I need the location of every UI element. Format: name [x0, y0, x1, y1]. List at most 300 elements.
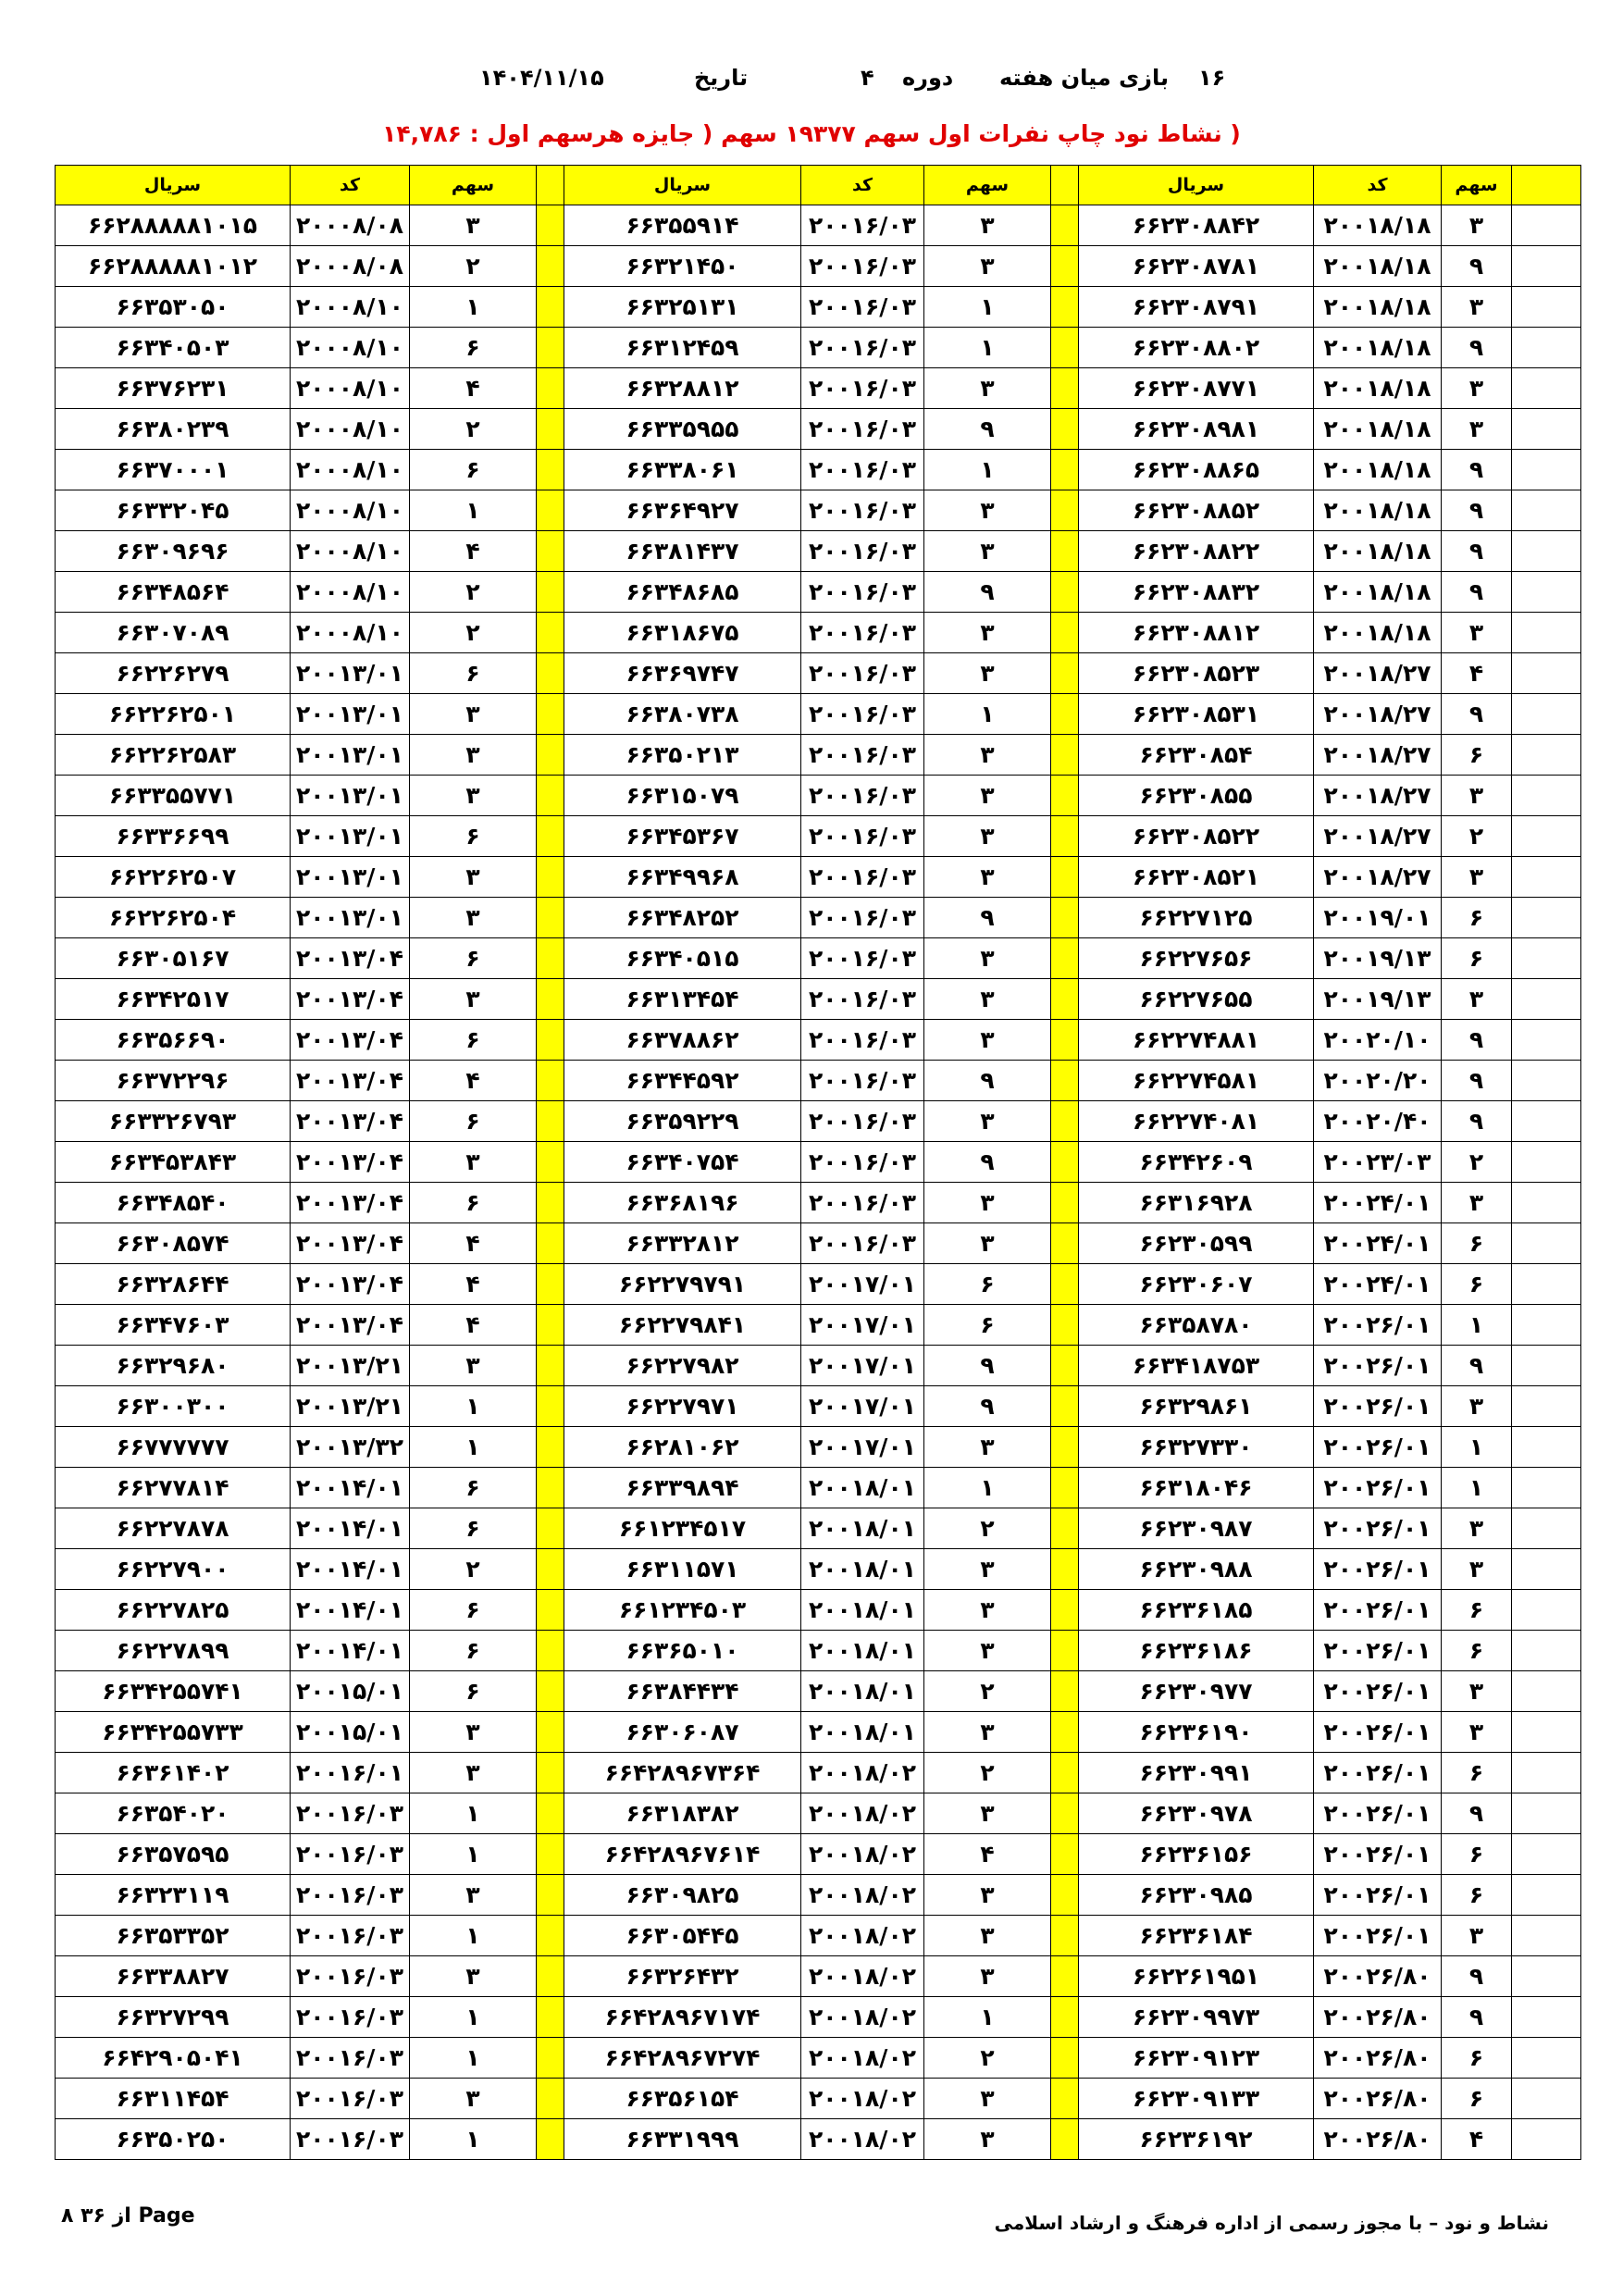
serial-cell: ۶۶۲۲۷۹۸۴۱ — [564, 1305, 801, 1346]
share-cell: ۳ — [924, 2119, 1051, 2160]
col-separator — [1051, 531, 1079, 572]
serial-cell: ۶۶۳۳۲۰۴۵ — [56, 490, 291, 531]
share-cell: ۳ — [924, 816, 1051, 857]
code-cell: ۲۰۰۱۳/۲۱ — [291, 1346, 410, 1386]
col-separator — [1051, 2038, 1079, 2079]
blank-cell — [1512, 735, 1581, 776]
code-cell: ۲۰۰۱۸/۰۲ — [801, 1793, 924, 1834]
table-row — [56, 1305, 1581, 1346]
serial-cell: ۶۶۲۸۸۸۸۸۱۰۱۲ — [56, 246, 291, 287]
share-cell: ۶ — [410, 1631, 537, 1671]
code-cell: ۲۰۰۱۶/۰۳ — [801, 246, 924, 287]
col-separator — [1051, 857, 1079, 898]
code-cell: ۲۰۰۲۶/۸۰ — [1314, 1997, 1442, 2038]
share-cell: ۳ — [1442, 1508, 1512, 1549]
table-row — [56, 246, 1581, 287]
blank-cell — [1512, 979, 1581, 1020]
col-separator — [537, 979, 564, 1020]
col-separator — [537, 1997, 564, 2038]
serial-cell: ۶۶۳۰۹۸۲۵ — [564, 1875, 801, 1916]
serial-cell: ۶۶۲۳۰۹۱۲۳ — [1079, 2038, 1314, 2079]
code-cell: ۲۰۰۱۶/۰۳ — [801, 531, 924, 572]
share-cell: ۳ — [410, 898, 537, 938]
share-cell: ۹ — [924, 1142, 1051, 1183]
code-cell: ۲۰۰۱۳/۰۱ — [291, 816, 410, 857]
serial-cell: ۶۶۳۴۰۷۵۴ — [564, 1142, 801, 1183]
code-cell: ۲۰۰۱۸/۰۱ — [801, 1549, 924, 1590]
col-separator — [1051, 776, 1079, 816]
col-separator — [1051, 1834, 1079, 1875]
serial-cell: ۶۶۲۷۷۸۱۴ — [56, 1468, 291, 1508]
blank-cell — [1512, 1020, 1581, 1061]
share-cell: ۲ — [410, 613, 537, 653]
col-separator — [1051, 2079, 1079, 2119]
col-separator — [1051, 1916, 1079, 1956]
code-cell: ۲۰۰۲۶/۸۰ — [1314, 2119, 1442, 2160]
share-cell: ۲ — [924, 1671, 1051, 1712]
share-cell: ۹ — [1442, 1020, 1512, 1061]
table-row — [56, 1346, 1581, 1386]
col-separator — [1051, 1956, 1079, 1997]
code-cell: ۲۰۰۱۶/۰۳ — [291, 2038, 410, 2079]
code-cell: ۲۰۰۲۶/۰۱ — [1314, 1712, 1442, 1753]
serial-cell: ۶۶۲۲۷۸۷۸ — [56, 1508, 291, 1549]
blank-cell — [1512, 613, 1581, 653]
serial-cell: ۶۶۳۷۶۲۳۱ — [56, 368, 291, 409]
code-cell: ۲۰۰۱۸/۲۷ — [1314, 735, 1442, 776]
code-cell: ۲۰۰۲۶/۰۱ — [1314, 1875, 1442, 1916]
code-cell: ۲۰۰۲۶/۰۱ — [1314, 1386, 1442, 1427]
share-cell: ۳ — [924, 1183, 1051, 1223]
table-row — [56, 979, 1581, 1020]
share-cell: ۹ — [924, 1346, 1051, 1386]
serial-cell: ۶۶۴۲۸۹۶۷۶۱۴ — [564, 1834, 801, 1875]
share-cell: ۱ — [410, 1916, 537, 1956]
serial-cell: ۶۶۳۲۸۶۴۴ — [56, 1264, 291, 1305]
col-separator — [537, 1590, 564, 1631]
col-separator — [1051, 328, 1079, 368]
col-separator — [537, 1834, 564, 1875]
col-separator — [1051, 1346, 1079, 1386]
code-cell: ۲۰۰۰۸/۱۰ — [291, 531, 410, 572]
code-cell: ۲۰۰۱۳/۰۴ — [291, 1142, 410, 1183]
serial-cell: ۶۶۳۲۶۴۳۲ — [564, 1956, 801, 1997]
share-cell: ۱ — [924, 1997, 1051, 2038]
code-cell: ۲۰۰۱۶/۰۳ — [291, 1956, 410, 1997]
serial-cell: ۶۶۲۳۰۸۸۴۲ — [1079, 205, 1314, 246]
serial-cell: ۶۶۳۱۲۴۵۹ — [564, 328, 801, 368]
col-separator — [537, 2038, 564, 2079]
share-cell: ۳ — [410, 979, 537, 1020]
col-separator — [537, 857, 564, 898]
serial-cell: ۶۶۳۶۱۴۰۲ — [56, 1753, 291, 1793]
code-cell: ۲۰۰۱۴/۰۱ — [291, 1508, 410, 1549]
table-row — [56, 2038, 1581, 2079]
share-cell: ۳ — [924, 1101, 1051, 1142]
table-row — [56, 1549, 1581, 1590]
code-cell: ۲۰۰۱۵/۰۱ — [291, 1712, 410, 1753]
code-cell: ۲۰۰۰۸/۱۰ — [291, 328, 410, 368]
col-separator — [1051, 1793, 1079, 1834]
share-cell: ۴ — [410, 1264, 537, 1305]
code-cell: ۲۰۰۱۷/۰۱ — [801, 1386, 924, 1427]
sheet-number: ۱۶ — [1198, 65, 1226, 91]
serial-cell: ۶۶۳۴۴۵۹۲ — [564, 1061, 801, 1101]
serial-cell: ۶۶۳۲۷۳۳۰ — [1079, 1427, 1314, 1468]
col-separator — [1051, 1590, 1079, 1631]
share-cell: ۶ — [924, 1264, 1051, 1305]
share-cell: ۴ — [1442, 653, 1512, 694]
blank-cell — [1512, 1834, 1581, 1875]
table-row — [56, 1956, 1581, 1997]
serial-cell: ۶۶۷۷۷۷۷۷ — [56, 1427, 291, 1468]
share-cell: ۲ — [410, 246, 537, 287]
code-cell: ۲۰۰۲۶/۰۱ — [1314, 1793, 1442, 1834]
serial-cell: ۶۶۳۸۰۷۳۸ — [564, 694, 801, 735]
blank-cell — [1512, 1956, 1581, 1997]
code-cell: ۲۰۰۱۶/۰۳ — [801, 938, 924, 979]
serial-cell: ۶۶۲۲۶۲۵۰۷ — [56, 857, 291, 898]
code-cell: ۲۰۰۰۸/۱۰ — [291, 450, 410, 490]
share-cell: ۳ — [410, 1142, 537, 1183]
col-separator — [537, 1346, 564, 1386]
col-separator — [1051, 898, 1079, 938]
col-header-share: سهم — [924, 166, 1051, 205]
col-separator — [537, 1468, 564, 1508]
serial-cell: ۶۶۲۳۰۸۵۵ — [1079, 776, 1314, 816]
share-cell: ۳ — [1442, 368, 1512, 409]
share-cell: ۹ — [1442, 1061, 1512, 1101]
col-header-code: کد — [291, 166, 410, 205]
code-cell: ۲۰۰۱۳/۰۱ — [291, 776, 410, 816]
code-cell: ۲۰۰۱۳/۰۴ — [291, 1223, 410, 1264]
serial-cell: ۶۶۳۵۴۰۲۰ — [56, 1793, 291, 1834]
share-cell: ۴ — [1442, 2119, 1512, 2160]
share-cell: ۶ — [410, 938, 537, 979]
serial-cell: ۶۶۳۴۷۶۰۳ — [56, 1305, 291, 1346]
prize-subtitle: ( نشاط نود چاپ نفرات اول سهم ۱۹۳۷۷ سهم ( جایزه هرسهم اول : ۱۴,۷۸۶ — [382, 120, 1241, 147]
serial-cell: ۶۶۳۴۱۸۷۵۳ — [1079, 1346, 1314, 1386]
code-cell: ۲۰۰۲۶/۰۱ — [1314, 1346, 1442, 1386]
serial-cell: ۶۶۳۵۸۷۸۰ — [1079, 1305, 1314, 1346]
code-cell: ۲۰۰۱۶/۰۳ — [801, 1142, 924, 1183]
share-cell: ۳ — [924, 1793, 1051, 1834]
share-cell: ۱ — [410, 2119, 537, 2160]
col-separator — [537, 694, 564, 735]
share-cell: ۳ — [1442, 205, 1512, 246]
share-cell: ۹ — [1442, 1997, 1512, 2038]
code-cell: ۲۰۰۱۸/۱۸ — [1314, 287, 1442, 328]
col-separator — [1051, 409, 1079, 450]
col-separator — [1051, 287, 1079, 328]
table-row — [56, 287, 1581, 328]
share-cell: ۶ — [1442, 1264, 1512, 1305]
share-cell: ۹ — [1442, 450, 1512, 490]
table-row — [56, 1631, 1581, 1671]
table-header-row — [56, 166, 1581, 205]
code-cell: ۲۰۰۰۸/۱۰ — [291, 613, 410, 653]
code-cell: ۲۰۰۱۸/۱۸ — [1314, 368, 1442, 409]
code-cell: ۲۰۰۱۴/۰۱ — [291, 1549, 410, 1590]
share-cell: ۴ — [410, 1223, 537, 1264]
col-header-serial: سریال — [564, 166, 801, 205]
share-cell: ۳ — [410, 1956, 537, 1997]
serial-cell: ۶۶۳۴۲۵۵۷۳۳ — [56, 1712, 291, 1753]
col-separator — [537, 368, 564, 409]
share-cell: ۶ — [410, 328, 537, 368]
share-cell: ۳ — [1442, 1712, 1512, 1753]
serial-cell: ۶۶۳۴۲۵۱۷ — [56, 979, 291, 1020]
code-cell: ۲۰۰۱۶/۰۳ — [801, 368, 924, 409]
col-separator — [537, 898, 564, 938]
share-cell: ۳ — [924, 1223, 1051, 1264]
code-cell: ۲۰۰۱۶/۰۳ — [801, 450, 924, 490]
col-separator — [1051, 1875, 1079, 1916]
table-body — [56, 205, 1581, 2160]
blank-cell — [1512, 1101, 1581, 1142]
serial-cell: ۶۶۲۲۶۲۵۰۱ — [56, 694, 291, 735]
share-cell: ۳ — [410, 735, 537, 776]
serial-cell: ۶۶۳۰۰۳۰۰ — [56, 1386, 291, 1427]
code-cell: ۲۰۰۱۸/۰۲ — [801, 2038, 924, 2079]
share-cell: ۳ — [924, 531, 1051, 572]
code-cell: ۲۰۰۱۶/۰۳ — [801, 1223, 924, 1264]
col-separator — [537, 816, 564, 857]
code-cell: ۲۰۰۱۶/۰۱ — [291, 1753, 410, 1793]
col-separator — [1051, 368, 1079, 409]
serial-cell: ۶۶۳۴۰۵۱۵ — [564, 938, 801, 979]
page-header — [0, 65, 1623, 102]
col-separator — [1051, 653, 1079, 694]
share-cell: ۳ — [924, 1549, 1051, 1590]
code-cell: ۲۰۰۱۶/۰۳ — [801, 816, 924, 857]
serial-cell: ۶۶۲۳۰۸۸۵۲ — [1079, 490, 1314, 531]
serial-cell: ۶۶۳۱۸۳۸۲ — [564, 1793, 801, 1834]
serial-cell: ۶۶۲۸۸۸۸۸۱۰۱۵ — [56, 205, 291, 246]
col-separator — [1051, 735, 1079, 776]
share-cell: ۳ — [924, 1916, 1051, 1956]
col-separator — [537, 2119, 564, 2160]
code-cell: ۲۰۰۱۸/۰۲ — [801, 2079, 924, 2119]
share-cell: ۹ — [924, 572, 1051, 613]
share-cell: ۳ — [1442, 776, 1512, 816]
share-cell: ۶ — [410, 816, 537, 857]
share-cell: ۲ — [410, 1549, 537, 1590]
period-value: ۴ — [861, 65, 874, 91]
blank-cell — [1512, 938, 1581, 979]
table-row — [56, 1101, 1581, 1142]
table-row — [56, 409, 1581, 450]
blank-cell — [1512, 531, 1581, 572]
share-cell: ۶ — [410, 450, 537, 490]
table-row — [56, 898, 1581, 938]
blank-cell — [1512, 1875, 1581, 1916]
period-label: دوره — [902, 65, 954, 91]
table-row — [56, 1264, 1581, 1305]
serial-cell: ۶۶۲۳۰۸۵۴ — [1079, 735, 1314, 776]
share-cell: ۳ — [1442, 857, 1512, 898]
share-cell: ۳ — [924, 653, 1051, 694]
code-cell: ۲۰۰۲۶/۰۱ — [1314, 1916, 1442, 1956]
serial-cell: ۶۶۲۳۰۸۹۸۱ — [1079, 409, 1314, 450]
code-cell: ۲۰۰۱۶/۰۳ — [291, 1834, 410, 1875]
table-row — [56, 1427, 1581, 1468]
col-separator — [537, 653, 564, 694]
code-cell: ۲۰۰۱۶/۰۳ — [801, 205, 924, 246]
code-cell: ۲۰۰۱۳/۲۱ — [291, 1386, 410, 1427]
blank-cell — [1512, 450, 1581, 490]
code-cell: ۲۰۰۱۸/۱۸ — [1314, 328, 1442, 368]
code-cell: ۲۰۰۱۴/۰۱ — [291, 1468, 410, 1508]
share-cell: ۳ — [410, 1346, 537, 1386]
share-cell: ۳ — [1442, 1183, 1512, 1223]
serial-cell: ۶۶۲۳۶۱۵۶ — [1079, 1834, 1314, 1875]
share-cell: ۹ — [1442, 246, 1512, 287]
share-cell: ۶ — [1442, 2038, 1512, 2079]
col-separator — [537, 328, 564, 368]
code-cell: ۲۰۰۱۳/۰۴ — [291, 938, 410, 979]
share-cell: ۹ — [1442, 328, 1512, 368]
share-cell: ۳ — [1442, 1386, 1512, 1427]
serial-cell: ۶۶۲۲۷۴۰۸۱ — [1079, 1101, 1314, 1142]
serial-cell: ۶۶۲۳۰۹۸۵ — [1079, 1875, 1314, 1916]
share-cell: ۳ — [1442, 613, 1512, 653]
serial-cell: ۶۶۳۳۸۰۶۱ — [564, 450, 801, 490]
serial-cell: ۶۶۳۵۳۳۵۲ — [56, 1916, 291, 1956]
share-cell: ۳ — [924, 2079, 1051, 2119]
blank-cell — [1512, 816, 1581, 857]
serial-cell: ۶۶۳۲۸۸۱۲ — [564, 368, 801, 409]
serial-cell: ۶۶۳۴۸۵۴۰ — [56, 1183, 291, 1223]
code-cell: ۲۰۰۱۳/۰۱ — [291, 653, 410, 694]
share-cell: ۳ — [924, 1427, 1051, 1468]
code-cell: ۲۰۰۱۳/۰۱ — [291, 694, 410, 735]
serial-cell: ۶۶۲۳۰۸۸۰۲ — [1079, 328, 1314, 368]
table-row — [56, 653, 1581, 694]
col-separator — [1051, 1101, 1079, 1142]
col-separator — [537, 2079, 564, 2119]
serial-cell: ۶۶۳۰۹۶۹۶ — [56, 531, 291, 572]
code-cell: ۲۰۰۱۳/۰۴ — [291, 1101, 410, 1142]
share-cell: ۳ — [924, 1631, 1051, 1671]
code-cell: ۲۰۰۱۸/۰۲ — [801, 1753, 924, 1793]
blank-cell — [1512, 1793, 1581, 1834]
code-cell: ۲۰۰۱۸/۱۸ — [1314, 450, 1442, 490]
share-cell: ۲ — [924, 1753, 1051, 1793]
blank-cell — [1512, 1183, 1581, 1223]
table-row — [56, 1712, 1581, 1753]
blank-cell — [1512, 1142, 1581, 1183]
col-separator — [1051, 1468, 1079, 1508]
serial-cell: ۶۶۲۳۰۹۸۷ — [1079, 1508, 1314, 1549]
code-cell: ۲۰۰۱۹/۱۳ — [1314, 938, 1442, 979]
code-cell: ۲۰۰۰۸/۰۸ — [291, 246, 410, 287]
col-separator — [537, 1183, 564, 1223]
code-cell: ۲۰۰۲۳/۰۳ — [1314, 1142, 1442, 1183]
code-cell: ۲۰۰۱۷/۰۱ — [801, 1305, 924, 1346]
col-separator — [537, 409, 564, 450]
share-cell: ۹ — [1442, 531, 1512, 572]
code-cell: ۲۰۰۱۸/۲۷ — [1314, 694, 1442, 735]
serial-cell: ۶۶۴۲۸۹۶۷۳۶۴ — [564, 1753, 801, 1793]
col-separator — [537, 1386, 564, 1427]
col-separator — [1051, 2119, 1079, 2160]
blank-cell — [1512, 898, 1581, 938]
code-cell: ۲۰۰۲۶/۰۱ — [1314, 1834, 1442, 1875]
table-row — [56, 776, 1581, 816]
col-header-blank — [1512, 166, 1581, 205]
serial-cell: ۶۶۲۳۶۱۹۰ — [1079, 1712, 1314, 1753]
col-separator — [537, 1549, 564, 1590]
table-row — [56, 1916, 1581, 1956]
share-cell: ۳ — [924, 1712, 1051, 1753]
share-cell: ۳ — [1442, 1549, 1512, 1590]
share-cell: ۱ — [410, 1386, 537, 1427]
col-separator — [1051, 1183, 1079, 1223]
share-cell: ۳ — [410, 1753, 537, 1793]
serial-cell: ۶۶۳۵۶۱۵۴ — [564, 2079, 801, 2119]
share-cell: ۱ — [410, 490, 537, 531]
code-cell: ۲۰۰۱۶/۰۳ — [801, 1061, 924, 1101]
col-separator — [537, 1631, 564, 1671]
share-cell: ۲ — [1442, 1142, 1512, 1183]
share-cell: ۴ — [410, 1061, 537, 1101]
share-cell: ۶ — [1442, 1875, 1512, 1916]
blank-cell — [1512, 1671, 1581, 1712]
share-cell: ۶ — [1442, 1834, 1512, 1875]
serial-cell: ۶۶۳۴۸۵۶۴ — [56, 572, 291, 613]
share-cell: ۱ — [410, 2038, 537, 2079]
col-separator — [537, 1264, 564, 1305]
serial-cell: ۶۶۲۳۰۸۵۳۱ — [1079, 694, 1314, 735]
share-cell: ۱ — [1442, 1427, 1512, 1468]
share-cell: ۱ — [924, 694, 1051, 735]
blank-cell — [1512, 1468, 1581, 1508]
col-separator — [537, 287, 564, 328]
share-cell: ۳ — [924, 1590, 1051, 1631]
serial-cell: ۶۶۲۳۰۸۷۹۱ — [1079, 287, 1314, 328]
col-separator — [1051, 1386, 1079, 1427]
serial-cell: ۶۶۲۳۰۵۹۹ — [1079, 1223, 1314, 1264]
code-cell: ۲۰۰۱۳/۳۲ — [291, 1427, 410, 1468]
serial-cell: ۶۶۲۲۷۸۲۵ — [56, 1590, 291, 1631]
serial-cell: ۶۶۲۳۰۹۸۸ — [1079, 1549, 1314, 1590]
table-row — [56, 450, 1581, 490]
code-cell: ۲۰۰۱۷/۰۱ — [801, 1264, 924, 1305]
code-cell: ۲۰۰۲۶/۰۱ — [1314, 1427, 1442, 1468]
share-cell: ۳ — [924, 613, 1051, 653]
serial-cell: ۶۶۴۲۸۹۶۷۱۷۴ — [564, 1997, 801, 2038]
share-cell: ۱ — [410, 287, 537, 328]
share-cell: ۲ — [1442, 816, 1512, 857]
code-cell: ۲۰۰۱۶/۰۳ — [291, 1916, 410, 1956]
game-title: بازی میان هفته — [999, 65, 1169, 91]
serial-cell: ۶۶۳۱۶۹۲۸ — [1079, 1183, 1314, 1223]
code-cell: ۲۰۰۲۶/۰۱ — [1314, 1671, 1442, 1712]
col-separator — [1051, 246, 1079, 287]
code-cell: ۲۰۰۲۶/۸۰ — [1314, 1956, 1442, 1997]
serial-cell: ۶۶۳۴۸۶۸۵ — [564, 572, 801, 613]
share-cell: ۱ — [924, 287, 1051, 328]
share-cell: ۲ — [924, 2038, 1051, 2079]
blank-cell — [1512, 572, 1581, 613]
serial-cell: ۶۶۳۴۲۶۰۹ — [1079, 1142, 1314, 1183]
code-cell: ۲۰۰۱۸/۱۸ — [1314, 490, 1442, 531]
serial-cell: ۶۶۳۳۶۶۹۹ — [56, 816, 291, 857]
table-row — [56, 1468, 1581, 1508]
blank-cell — [1512, 857, 1581, 898]
share-cell: ۶ — [1442, 2079, 1512, 2119]
